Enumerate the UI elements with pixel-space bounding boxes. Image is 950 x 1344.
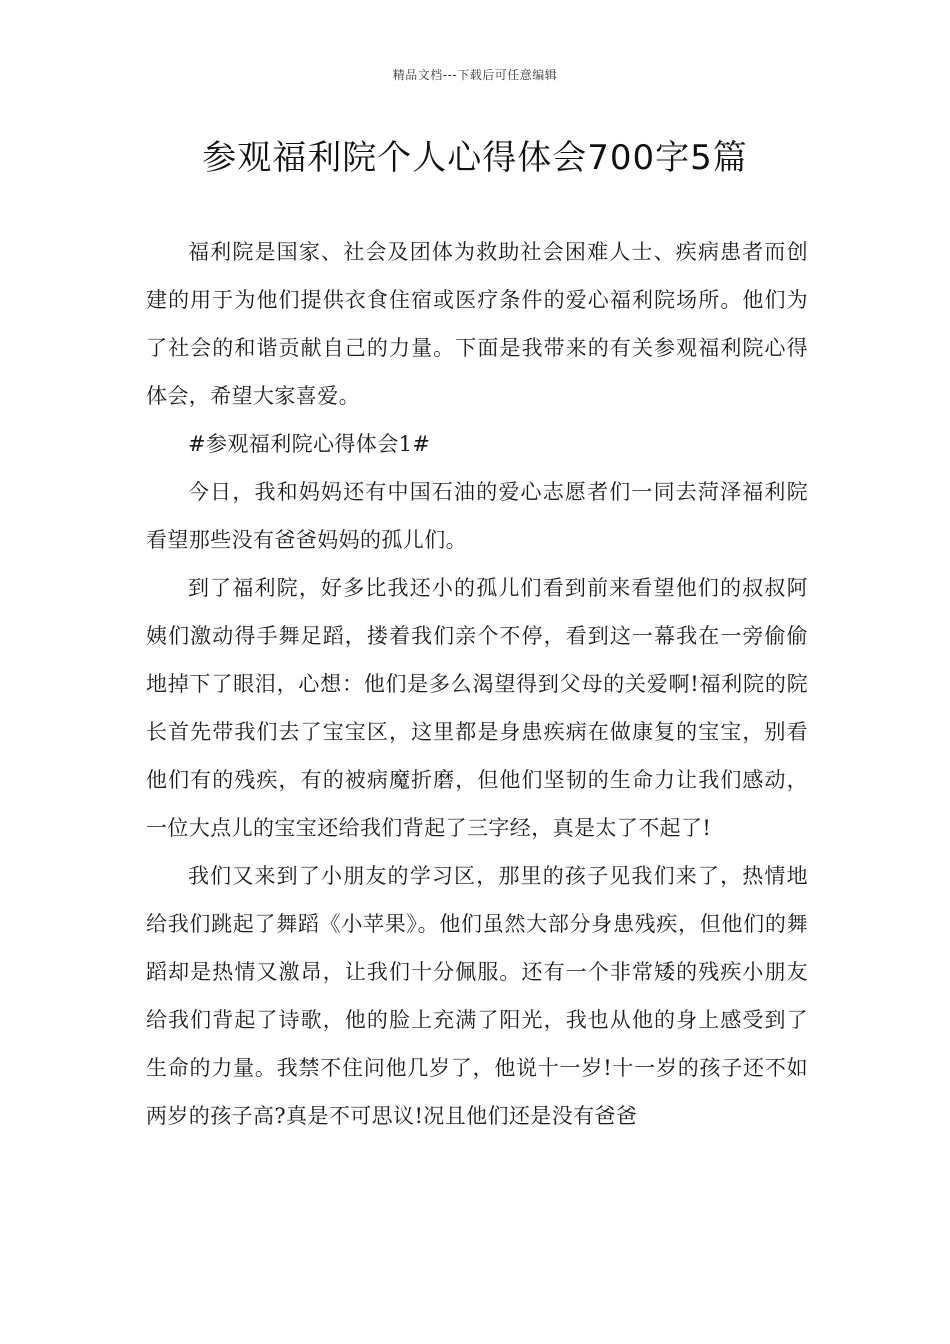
- intro-paragraph: 福利院是国家、社会及团体为救助社会困难人士、疾病患者而创建的用于为他们提供衣食住宿或医疗条件的爱心福利院场所。他们为了社会的和谐贡献自己的力量。下面是我带来的有关参观福利院心得体会，希望大家喜爱。: [146, 240, 808, 408]
- body-paragraph: 今日，我和妈妈还有中国石油的爱心志愿者们一同去菏泽福利院看望那些没有爸爸妈妈的孤儿们。: [146, 480, 808, 552]
- body-paragraph: 到了福利院，好多比我还小的孤儿们看到前来看望他们的叔叔阿姨们激动得手舞足蹈，搂着我们亲个不停，看到这一幕我在一旁偷偷地掉下了眼泪，心想：他们是多么渴望得到父母的关爱啊!福利院的院长首先带我们去了宝宝区，这里都是身患疾病在做康复的宝宝，别看他们有的残疾，有的被病魔折磨，但他们坚韧的生命力让我们感动，一位大点儿的宝宝还给我们背起了三字经，真是太了不起了!: [146, 576, 808, 840]
- document-body: [146, 228, 808, 1140]
- page-title: 参观福利院个人心得体会700字5篇: [202, 138, 748, 178]
- body-paragraph: 我们又来到了小朋友的学习区，那里的孩子见我们来了，热情地给我们跳起了舞蹈《小苹果》。他们虽然大部分身患残疾，但他们的舞蹈却是热情又激昂，让我们十分佩服。还有一个非常矮的残疾小朋友给我们背起了诗歌，他的脸上充满了阳光，我也从他的身上感受到了生命的力量。我禁不住问他几岁了，他说十一岁!十一岁的孩子还不如两岁的孩子高?真是不可思议!况且他们还是没有爸爸: [146, 864, 808, 1128]
- section-heading: #参观福利院心得体会1#: [188, 432, 431, 456]
- header-note: 精品文档---下载后可任意编辑: [392, 68, 558, 82]
